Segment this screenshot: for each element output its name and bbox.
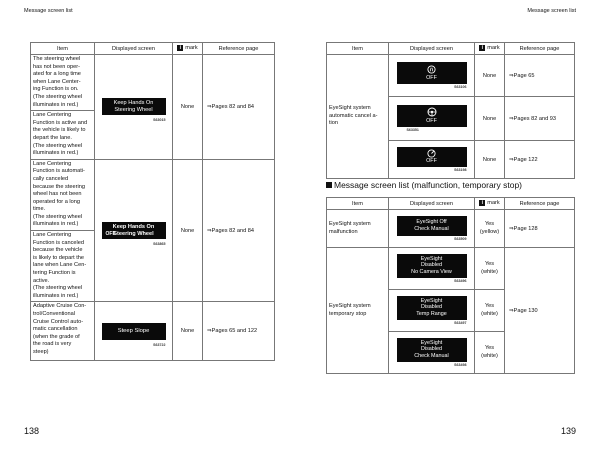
reference-cell: ⇒Page 128 [505,210,575,248]
mark-cell: None [475,141,505,179]
col-mark-header: i mark [475,43,505,55]
mark-cell: Yes (white) [475,248,505,290]
info-mark-icon: i [479,45,485,51]
square-bullet-icon [326,182,332,188]
screen-code: S63496 [454,278,467,283]
screen-cell [389,210,475,248]
screen-cell [95,159,173,302]
item-cell: Adaptive Cruise Con- trol/Conventional Cruise Control auto- matic cancellation (when the grade of the road is very steep) [31,302,95,361]
page-header-right: Message screen list [527,8,576,14]
steering-wheel-icon [427,107,437,117]
off-indicator: OFF [105,230,116,237]
screen-code: S63722 [153,342,166,347]
page-number-right: 139 [560,426,576,436]
screen-cell [389,332,475,374]
col-reference-header: Reference page [203,43,275,55]
reference-cell: ⇒Pages 65 and 122 [203,302,275,361]
display-screen: EyeSight Disabled Temp Range [397,296,467,320]
info-mark-icon: i [177,45,183,51]
screen-cell [389,97,475,141]
info-mark-icon: i [479,200,485,206]
screen-cell [389,55,475,97]
mark-cell: None [173,159,203,302]
mark-cell: None [475,97,505,141]
item-cell: Lane Centering Function is active and the vehicle is likely to depart the lane. (The steering wheel illuminates in red.) [31,111,95,160]
screen-code: S63497 [454,320,467,325]
display-screen: OFF [397,147,467,167]
screen-code: S63351 [406,127,419,132]
reference-cell: ⇒Page 122 [505,141,575,179]
left-message-table [30,42,275,361]
lane-departure-icon [427,65,436,74]
screen-cell [95,302,173,361]
col-displayed-header: Displayed screen [95,43,173,55]
col-reference-header: Reference page [505,43,575,55]
col-item-header: Item [327,43,389,55]
mark-cell: None [173,302,203,361]
display-screen: Keep Hands On Steering Wheel OFF [102,222,166,239]
display-screen: Steep Slope [102,323,166,340]
section-heading: Message screen list (malfunction, temporary stop) [326,180,522,190]
display-screen: EyeSight Off Check Manual [397,216,467,236]
screen-cell [95,55,173,160]
item-cell: EyeSight system temporary stop [327,248,389,374]
reference-cell: ⇒Page 65 [505,55,575,97]
screen-cell [389,290,475,332]
col-displayed-header: Displayed screen [389,198,475,210]
mark-cell: Yes (yellow) [475,210,505,248]
screen-code: S63498 [454,362,467,367]
item-cell: The steering wheel has not been oper- ated for a long time when Lane Center- ing Function is on. (The steering wheel illuminates in red.) [31,55,95,111]
item-cell: EyeSight system malfunction [327,210,389,248]
mark-cell: Yes (white) [475,332,505,374]
right-cancel-table [326,42,575,179]
col-reference-header: Reference page [505,198,575,210]
display-screen: EyeSight Disabled Check Manual [397,338,467,362]
col-mark-header: i mark [475,198,505,210]
screen-cell [389,248,475,290]
col-mark-header: i mark [173,43,203,55]
screen-code: S63865 [153,242,166,247]
screen-code: S63015 [153,118,166,123]
reference-cell: ⇒Pages 82 and 84 [203,159,275,302]
display-screen: OFF [397,105,467,127]
col-item-header: Item [327,198,389,210]
reference-cell: ⇒Pages 82 and 84 [203,55,275,160]
display-screen: Keep Hands On Steering Wheel [102,98,166,115]
screen-code: S63106 [454,84,467,89]
screen-cell [389,141,475,179]
screen-code: S63198 [454,167,467,172]
reference-cell: ⇒Pages 82 and 93 [505,97,575,141]
display-screen: OFF [397,62,467,84]
col-item-header: Item [31,43,95,55]
mark-cell: None [173,55,203,160]
right-malfunction-table [326,197,575,374]
screen-code: S63509 [454,236,467,241]
display-screen: EyeSight Disabled No Camera View [397,254,467,278]
page-number-left: 138 [24,426,40,436]
page-header-left: Message screen list [24,8,73,14]
item-cell: Lane Centering Function is canceled because the vehicle is likely to depart the lane when Lane Cen- tering Function is active. (The steering wheel illuminates in red.) [31,231,95,302]
item-cell: EyeSight system automatic cancel a- tion [327,55,389,179]
cruise-control-icon [427,149,436,158]
reference-cell: ⇒Page 130 [505,248,575,374]
col-displayed-header: Displayed screen [389,43,475,55]
item-cell: Lane Centering Function is automati- cally canceled because the steering wheel has not been operated for a long time. (The steering wheel illuminates in red.) [31,159,95,230]
mark-cell: None [475,55,505,97]
mark-cell: Yes (white) [475,290,505,332]
